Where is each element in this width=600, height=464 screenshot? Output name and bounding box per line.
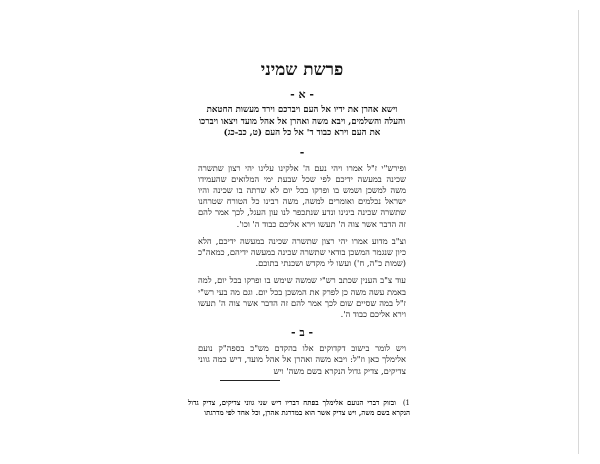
verse-citation: וישא אהרן את ידיו אל העם ויברכם וירד מעשות החטאת והעלה והשלמים, ויבא משה ואהרן אל אהל מועד ויצאו ויברכו את העם וירא כבוד ד' אל כל העם (ט, כב-כג) bbox=[198, 105, 406, 138]
divider-mark: - bbox=[299, 145, 305, 159]
paragraph-4: ויש לומר בישוב דקדוקים אלו בהקדם מש"כ בספה"ק נועם אלימלך כאן וז"ל: ויבא משה ואהרן אל אהל מועד, דיש כמה גווני צדיקים, צדיק גדול הנקרא בשם משה' ויש bbox=[198, 343, 406, 376]
paragraph-1: ופירש"י ז"ל אמרו ויהי נעם ה' אלקינו עלינו יהי רצון שתשרה שכינה במעשה ידיכם לפי שכל שבעת ימי המלואים שהעמידו משה למשכן ושמש בו ופרקו בכל יום לא שרתה בו שכינה והיו ישראל נכלמים ואומרים למשה, משה רבינו כל הטורח שטרחנו שתשרה שכינה בינינו ונדע שנתכפר לנו עון העגל, לכך אמר להם זה הדבר אשר צוה ה' תעשו וירא אליכם כבוד ה' וכו'. bbox=[198, 162, 406, 229]
page-title: פרשת שמיני bbox=[260, 60, 344, 80]
section-marker-a: - א - bbox=[290, 88, 314, 101]
footnote-number: 1) bbox=[402, 399, 411, 407]
main-text-column bbox=[198, 60, 406, 381]
footnote bbox=[188, 398, 410, 418]
page-edge-line bbox=[578, 10, 579, 454]
footnote-text: ובזוק דברי הנועם אלימלך בפתח דבריו דיש שני גווני צדיקים, צדיק גדול הנקרא בשם משה, ויש צדיק אשר הוא במדרגת אהרן, וכל אחד לפי מדרגתו bbox=[188, 398, 410, 417]
section-marker-b: - ב - bbox=[290, 326, 314, 340]
paragraph-2: וצ"ב מדוע אמרו יהי רצון שתשרה שכינה במעשה ידיכם, הלא כיון שנגמר המשכן בודאי שתשרה שכינה במעשה ידיהם, כמאה"כ (שמות כ"ה, ח') ועשו לי מקדש ושכנתי בתוכם. bbox=[198, 235, 406, 269]
paragraph-3: עוד צ"ב הענין שכתב רש"י שמשה שימש בו ופרקו בכל יום, למה באמת עשה משה כן לפרק את המשכן בכל יום. וגם מה בעי רש"י ז"ל במה שסיים שום לכך אמר להם זה הדבר אשר צוה ה' תעשו וירא אליכם כבוד ה'. bbox=[198, 275, 406, 319]
footnote-rule bbox=[220, 380, 280, 381]
